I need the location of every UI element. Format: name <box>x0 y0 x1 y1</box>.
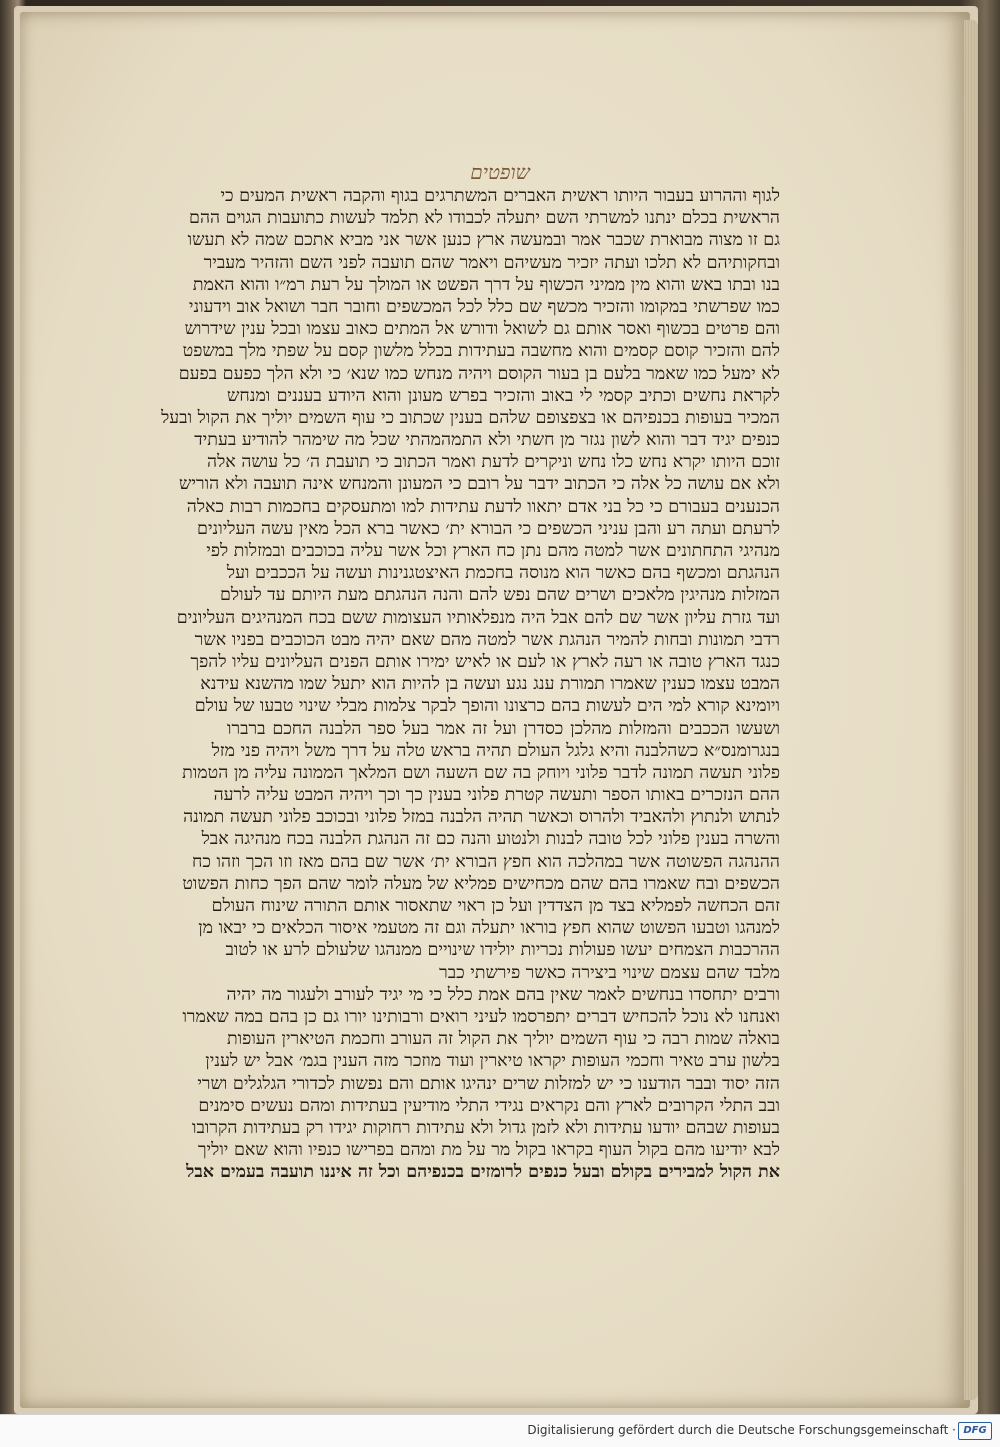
text-line: בנו ובתו באש והוא מין ממיני הכשוף על דרך הפשט או המולך על רעת רמ״ו והוא האמת <box>192 274 780 295</box>
text-line: הזה יסוד ובבר הודענו כי יש למזלות שרים ינהיגו אותם והם נפשות לכדורי הגלגלים ושרי <box>197 1073 780 1094</box>
text-line: המבט עצמו כענין שאמרו תמורת ענג נגע ועשה בן להיות הוא יתעל שמו מהשנא עידנא <box>200 674 780 695</box>
text-line: זוכם היותו יקרא נחש כלו נחש וניקרים לדעת ואמר הכתוב כי תועבת ה׳ כל עושה אלה <box>207 452 780 473</box>
text-line: את הקול למבירים בקולם ובעל כנפים לרומזים בכנפיהם וכל זה איננו תועבה בעמים אבל <box>186 1162 780 1183</box>
text-line: בנגרומנס״א כשהלבנה והיא גלגל העולם תהיה בראש טלה על דרך משל ויהיה פני מזל <box>211 740 780 761</box>
text-line: למנהגו וטבעו הפשוט שהוא חפץ בוראו יתעלה וגם זה מטעמי איסור הכלאים כי יבאו מן <box>198 918 780 939</box>
text-line: ההנהגה הפשוטה אשר במהלכה הוא חפץ הבורא ית׳ אשר שם בהם מאז וזו הכך וזהו כח <box>192 851 780 872</box>
text-line: ההם הנזכרים באותו הספר ותעשה קטרת פלוני בענין כך וכך ויהיה המבט עליה לרעה <box>213 785 780 806</box>
running-head: שופטים <box>470 160 530 184</box>
text-line: הנהגתם ומכשף בהם כאשר הוא מנוסה בחכמת האיצטגנינות ועשה על הככבים ועל <box>226 563 780 584</box>
text-line: הכשפים ובח שאמרו בהם שהם מכחישים פמליא של מעלה לומר שהם הפך כחות הפשוט <box>182 873 780 894</box>
text-line: כמו שפרשתי במקומו והזכיר מכשף שם כלל לכל המכשפים וחובר חבר ושואל אוב וידעוני <box>188 296 780 317</box>
text-line: ועד גזרת עליון אשר שם להם אבל היה מנפלאותיו העצומות ששם בכח המנהיגים העליונים <box>176 607 780 628</box>
text-line: ורבים יתחסדו בנחשים לאמר שאין בהם אמת כלל כי מי יגיד לעורב ולעגור מה יהיה <box>226 984 780 1005</box>
text-line: והם פרטים בכשוף ואסר אותם גם לשואל ודורש אל המתים כאוב עצמו ובכל ענין שידרוש <box>184 319 780 340</box>
dfg-logo: DFG <box>958 1422 992 1440</box>
text-line: ואנחנו לא נוכל להכחיש דברים יתפרסמו לעיני רואים ורבותינו יורו גם כן בהם במה שאמרו <box>182 1006 780 1027</box>
text-line: לבא יודיעו מהם בקול העוף בקראו בקול מר על מת ומהם בפרישו כנפיו והוא שאם יוליך <box>197 1140 780 1161</box>
text-line: ובחקותיהם לא תלכו ועתה יזכיר מעשיהם ויאמר שהם תועבה לפני השם והזהיר מעביר <box>203 252 780 273</box>
text-line: לקראת נחשים וכתיב קסמי לי באוב והזכיר בפרש מעונן והוא היודע בעננים ומנחש <box>227 385 780 406</box>
text-line: מלבד שהם עצמם שינוי ביצירה כאשר פירשתי כבר <box>439 962 780 983</box>
text-line: הראשית בכלם ינתנו למשרתי השם יתעלה לכבודו לא תלמד לעשות כתועבות הגוים ההם <box>189 208 780 229</box>
text-line: בואלה שמות רבה כי עוף השמים יוליך את הקול זה העורב וחכמת הטיארין העופות <box>227 1029 780 1050</box>
text-line: להם והזכיר קוסם קסמים והוא מחשבה בעתידות בכלל מלשון קסם על שפתי מלך במשפט <box>182 341 780 362</box>
text-line: ושעשו הככבים והמזלות מהלכן כסדרן ועל זה אמר בעל ספר הלבנה החכם ברברו <box>227 718 780 739</box>
text-line: והשרה בענין פלוני לכל טובה לבנות ולנטוע והנה כם זה הנהגת הלבנה בכח מנהיגה אבל <box>201 829 780 850</box>
main-text-block <box>161 185 780 1275</box>
text-line: המזלות מנהיגין מלאכים ושרים שהם נפש להם והנה הנהגתם מעת היותם עד לעולם <box>219 585 780 606</box>
text-line: כנפים יגיד דבר והוא לשון נגזר מן חשתי ולא התמהמהתי שכל מה שימהר להודיע בעתיד <box>194 430 780 451</box>
text-line: לגוף וההרוע בעבור היותו ראשית האברים המשתרגים בגוף והקבה ראשית המעים כי <box>220 186 780 206</box>
text-line: בעופות שבהם יודעו עתידות ולא לזמן גדול ולא עתידות רחוקות יגידו רק בעתידות הקרובו <box>191 1117 780 1138</box>
text-line: רדבי תמונות ובחות להמיר הנהגת אשר למטה מהם שאם יהיה מבט הכוכבים בפניו אשר <box>194 629 780 650</box>
text-line: הכנענים בעבורם כי כל בני אדם יתאוו לדעת עתידות למו ומתעסקים בחכמות רבות כאלה <box>186 496 780 517</box>
text-line: ההרכבות הצמחים יעשו פעולות נכריות יולידו שינויים ממנהגו שלעולם לרע או לטוב <box>225 940 780 961</box>
text-line: לא ימעל כמו שאמר בלעם בן בעור הקוסם ויהיה מנחש כמו שנא׳ כי ולא הלך כפעם בפעם <box>178 363 780 384</box>
text-line: לרעתם ועתה רע והבן עניני הכשפים כי הבורא ית׳ כאשר ברא הכל מאין עשה העליונים <box>197 518 780 539</box>
text-line: מנהיגי התחתונים אשר למטה מהם נתן כח הארץ וכל אשר עליה בכוכבים ובמזלות לפי <box>206 541 780 561</box>
text-line: המכיר בעופות בכנפיהם או בצפצופם שלהם בענין שכתוב כי עוף השמים יוליך את הקול ובעל <box>161 407 780 428</box>
text-line: פלוני תעשה תמונה לדבר פלוני ויוחק בה שם השעה ושם המלאך הממונה עליה מן הטמות <box>182 762 780 783</box>
footer-credit: Digitalisierung gefördert durch die Deutsche Forschungsgemeinschaft · <box>527 1423 956 1437</box>
text-line: גם זו מצוה מבוארת שכבר אמר ובמעשה ארץ כנען אשר אני מביא אתכם שמה לא תעשו <box>187 230 780 251</box>
text-line: כנגד הארץ טובה או רעה לארץ או לעם או לאיש ימירו אותם הפנים העליונים עליו להפך <box>190 651 780 672</box>
text-line: זהם הכחשה לפמליא בצד מן הצדדין ועל כן ראוי שתאסור אותם התורה שינוח העולם <box>211 896 780 916</box>
text-line: לנתוש ולנתוץ ולהאביד ולהרוס וכאשר תהיה הלבנה במזל פלוני ובכוכב פלוני תעשה תמונה <box>183 807 780 828</box>
text-line: ויומינא קורא למי הים לעשות בהם כרצונו והופך לבקר צלמות מבלי שינוי טבעו של עולם <box>194 696 780 717</box>
text-line: בלשון ערב טאיר וחכמי העופות יקראו טיארין ועוד מוזכר מזה הענין בגמ׳ אבל יש לענין <box>205 1051 780 1072</box>
text-line: ולא אם עושה כל אלה כי הכתוב ידבר על רובם כי המעונן והמנחש אינה תועבה ולא הוריש <box>179 474 780 495</box>
footer-bar <box>0 1414 1000 1447</box>
page-stack-edge <box>964 20 978 1400</box>
text-line: ובב התלי הקרובים לארץ והם נקראים נגידי התלי מודיעין בעתידות ומהם נעשים סימנים <box>198 1095 780 1116</box>
